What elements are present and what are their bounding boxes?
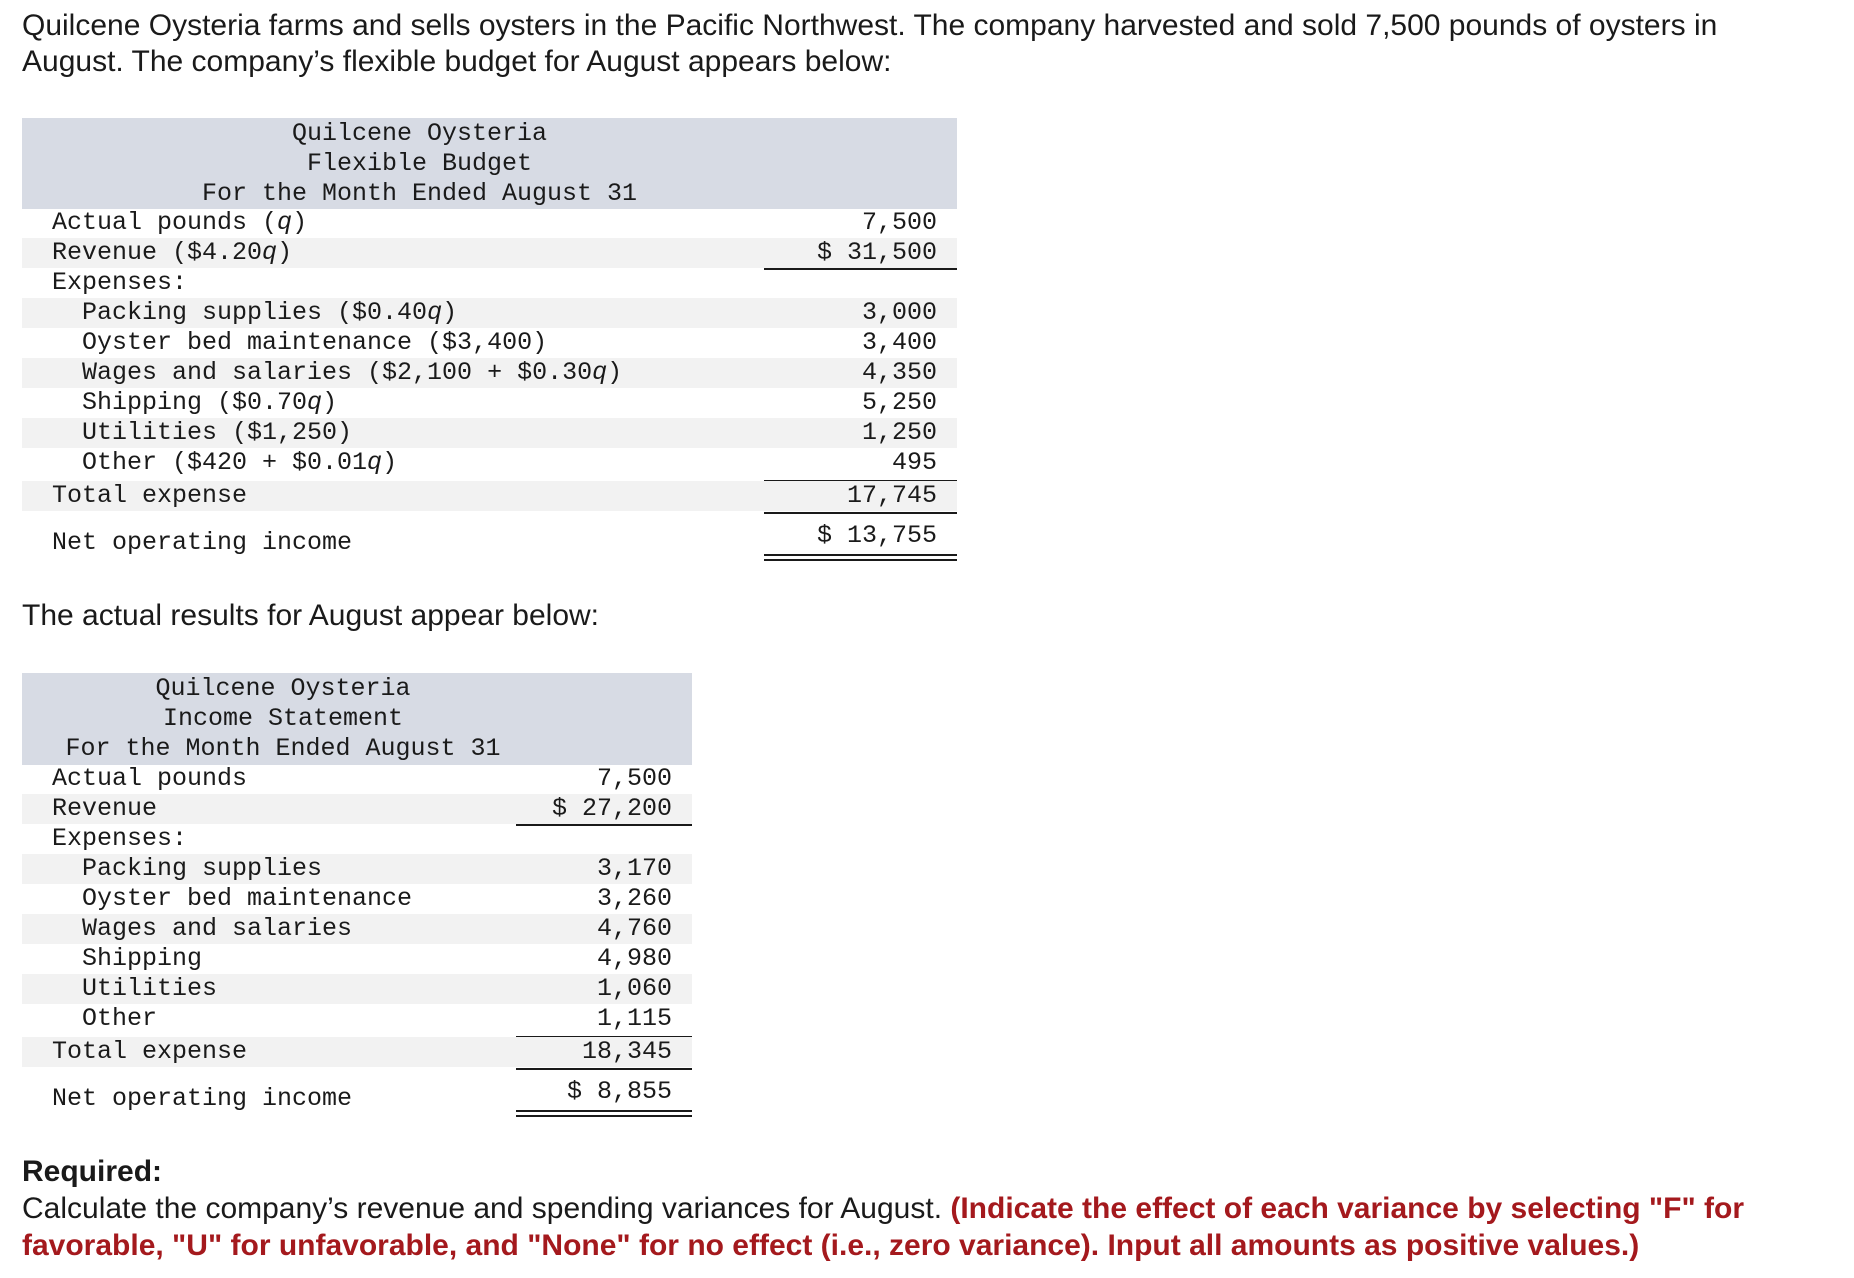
actual-row-pounds [22, 764, 692, 794]
flex-row-expenses-heading [22, 268, 957, 298]
row-label: Oyster bed maintenance [82, 884, 413, 913]
row-value: 4,980 [596, 944, 672, 973]
flex-row-utilities [22, 418, 957, 448]
flex-statement-title: Flexible Budget [306, 149, 533, 178]
row-value: 3,400 [861, 328, 937, 357]
row-label: Revenue ($4.20q) [52, 238, 293, 267]
flex-row-packing [22, 298, 957, 328]
required-heading: Required: [22, 1155, 163, 1188]
flex-row-wages [22, 358, 957, 388]
row-label: Expenses: [52, 268, 188, 297]
actual-net-income-double-underline [516, 1110, 692, 1117]
actual-row-other [22, 1004, 692, 1034]
row-label: Net operating income [52, 528, 353, 557]
flex-row-total-expense [22, 481, 957, 511]
row-value: 7,500 [596, 764, 672, 793]
actual-results-intro: The actual results for August appear below: [22, 599, 600, 632]
row-value: $ 8,855 [566, 1077, 672, 1106]
actual-row-packing [22, 854, 692, 884]
row-value: 5,250 [861, 388, 937, 417]
row-value: 3,170 [596, 854, 672, 883]
flex-row-oyster-bed [22, 328, 957, 358]
actual-row-expenses-heading [22, 824, 692, 854]
actual-row-shipping [22, 944, 692, 974]
row-label: Revenue [52, 794, 158, 823]
row-label: Expenses: [52, 824, 188, 853]
row-label: Shipping ($0.70q) [82, 388, 338, 417]
flex-row-revenue [22, 238, 957, 268]
actual-statement-title: Income Statement [162, 704, 404, 733]
row-value: 1,060 [596, 974, 672, 1003]
row-label: Actual pounds (q) [52, 208, 308, 237]
flex-company-name: Quilcene Oysteria [291, 119, 548, 148]
row-label: Oyster bed maintenance ($3,400) [82, 328, 548, 357]
row-value: 18,345 [581, 1037, 672, 1066]
required-emphasis: (Indicate the effect of each variance by selecting "F" for favorable, "U" for unfavorable, and "None" for no effect (i.e., zero variance). Input all amounts as positive values.) [22, 1192, 1745, 1262]
row-value: 4,350 [861, 358, 937, 387]
row-value: $ 13,755 [816, 521, 937, 550]
row-value: 3,000 [861, 298, 937, 327]
actual-row-total-expense [22, 1037, 692, 1067]
actual-row-utilities [22, 974, 692, 1004]
actual-row-oyster-bed [22, 884, 692, 914]
row-value: $ 27,200 [551, 794, 672, 823]
row-value: 495 [891, 448, 937, 477]
row-label: Other [82, 1004, 158, 1033]
flex-row-shipping [22, 388, 957, 418]
row-label: Packing supplies [82, 854, 323, 883]
row-label: Total expense [52, 481, 248, 510]
row-value: 17,745 [846, 481, 937, 510]
income-statement-header [22, 673, 692, 765]
row-value: 1,250 [861, 418, 937, 447]
flex-total-underline [764, 512, 957, 514]
row-value: 7,500 [861, 208, 937, 237]
row-label: Net operating income [52, 1084, 353, 1113]
flexible-budget-table [22, 118, 957, 568]
row-label: Shipping [82, 944, 203, 973]
row-value: 4,760 [596, 914, 672, 943]
actual-row-wages [22, 914, 692, 944]
income-statement-table [22, 673, 692, 1123]
row-label: Packing supplies ($0.40q) [82, 298, 458, 327]
row-label: Total expense [52, 1037, 248, 1066]
row-value: 3,260 [596, 884, 672, 913]
intro-text: Quilcene Oysteria farms and sells oysters in the Pacific Northwest. The company harvested and sold 7,500 pounds of oysters in August. The company’s flexible budget for August appears below: [22, 9, 1718, 78]
row-label: Actual pounds [52, 764, 248, 793]
actual-company-name: Quilcene Oysteria [155, 674, 411, 703]
flex-period: For the Month Ended August 31 [201, 179, 638, 208]
actual-total-underline [516, 1068, 692, 1070]
required-instructions [22, 1190, 1832, 1264]
row-label: Utilities ($1,250) [82, 418, 353, 447]
required-text: Calculate the company’s revenue and spending variances for August. [22, 1192, 951, 1225]
flex-net-income-double-underline [764, 554, 957, 561]
row-label: Utilities [82, 974, 218, 1003]
row-value: 1,115 [596, 1004, 672, 1033]
row-label: Wages and salaries [82, 914, 353, 943]
row-label: Other ($420 + $0.01q) [82, 448, 398, 477]
row-label: Wages and salaries ($2,100 + $0.30q) [82, 358, 623, 387]
flex-row-other [22, 448, 957, 478]
flexible-budget-header [22, 118, 957, 209]
row-value: $ 31,500 [816, 238, 937, 267]
flex-row-actual-pounds [22, 208, 957, 238]
actual-row-revenue [22, 794, 692, 824]
actual-period: For the Month Ended August 31 [65, 734, 501, 763]
